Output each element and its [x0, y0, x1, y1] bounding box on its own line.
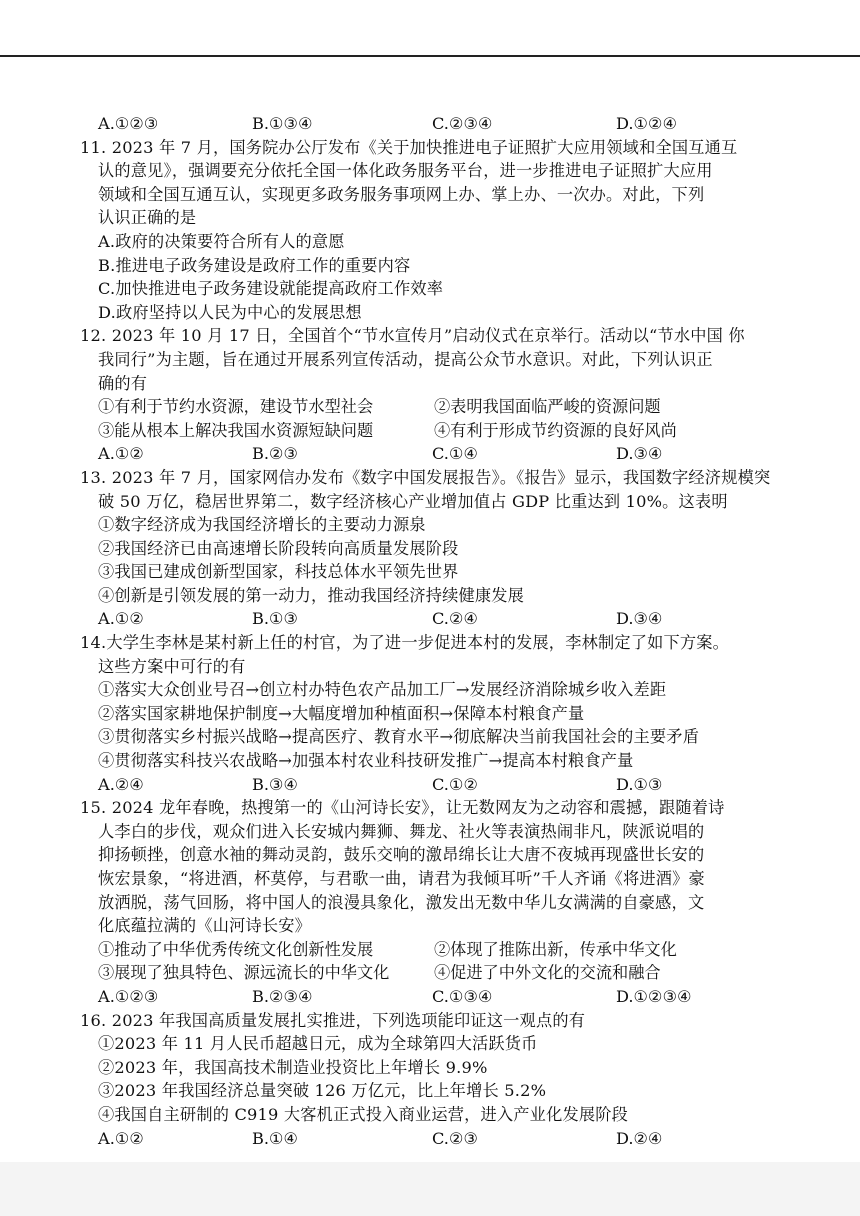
q10-option-b: B.①③④: [252, 114, 313, 133]
question-16: [80, 1009, 788, 1151]
q14-option-a: A.②④: [98, 774, 144, 794]
q13-item-3: ③我国已建成创新型国家，科技总体水平领先世界: [98, 562, 459, 582]
q11-stem-line: 认的意见》，强调要充分依托全国一体化政务服务平台，进一步推进电子证照扩大应用: [98, 161, 713, 181]
q13-item-4: ④创新是引领发展的第一动力，推动我国经济持续健康发展: [98, 585, 525, 605]
q11-choice-b: B.推进电子政务建设是政府工作的重要内容: [98, 255, 411, 275]
q13-stem-line: 13. 2023 年 7 月，国家网信办发布《数字中国发展报告》。《报告》显示，我国数字经济规模突: [80, 467, 771, 487]
q14-item-1: ①落实大众创业号召→创立村办特色农产品加工厂→发展经济消除城乡收入差距: [98, 680, 667, 700]
exam-page: [80, 112, 788, 1150]
q12-option-d: D.③④: [616, 444, 663, 464]
q10-option-a: A.①②③: [98, 114, 159, 133]
q13-item-2: ②我国经济已由高速增长阶段转向高质量发展阶段: [98, 538, 459, 558]
q13-option-c: C.②④: [432, 609, 478, 629]
q16-item-3: ③2023 年我国经济总量突破 126 万亿元，比上年增长 5.2%: [98, 1081, 547, 1101]
q12-options: [98, 442, 788, 466]
q15-stem-line: 恢宏景象，“将进酒，杯莫停，与君歌一曲，请君为我倾耳听”千人齐诵《将进酒》豪: [98, 869, 705, 888]
question-12: [80, 324, 788, 466]
q14-item-2: ②落实国家耕地保护制度→大幅度增加种植面积→保障本村粮食产量: [98, 703, 585, 723]
q11-stem-line: 11. 2023 年 7 月，国务院办公厅发布《关于加快推进电子证照扩大应用领域和全国互通互: [80, 137, 738, 157]
q12-stem-line: 我同行”为主题，旨在通过开展系列宣传活动，提高公众节水意识。对此，下列认识正: [98, 349, 713, 369]
q15-items-row: [98, 938, 788, 962]
q12-option-b: B.②③: [252, 444, 299, 464]
q14-options: [98, 773, 788, 797]
q15-item-1: ①推动了中华优秀传统文化创新性发展: [98, 939, 374, 959]
q13-item-1: ①数字经济成为我国经济增长的主要动力源泉: [98, 515, 426, 535]
q12-stem-line: 确的有: [98, 373, 148, 393]
q15-option-b: B.②③④: [252, 986, 313, 1006]
q12-option-c: C.①④: [432, 444, 478, 464]
q14-item-3: ③贯彻落实乡村振兴战略→提高医疗、教育水平→彻底解决当前我国社会的主要矛盾: [98, 727, 700, 747]
question-15: [80, 796, 788, 1008]
q15-stem-line: 放洒脱，荡气回肠，将中国人的浪漫具象化，激发出无数中华儿女满满的自豪感，文: [98, 892, 705, 912]
q14-item-4: ④贯彻落实科技兴农战略→加强本村农业科技研发推广→提高本村粮食产量: [98, 751, 634, 771]
q13-option-d: D.③④: [616, 609, 663, 629]
q16-option-d: D.②④: [616, 1128, 663, 1148]
q16-option-a: A.①②: [98, 1128, 144, 1148]
q16-stem-line: 16. 2023 年我国高质量发展扎实推进，下列选项能印证这一观点的有: [80, 1010, 586, 1030]
q15-item-3: ③展现了独具特色、源远流长的中华文化: [98, 963, 390, 983]
q16-item-4: ④我国自主研制的 C919 大客机正式投入商业运营，进入产业化发展阶段: [98, 1104, 629, 1124]
q14-option-d: D.①③: [616, 774, 663, 794]
q14-option-c: C.①②: [432, 774, 478, 794]
q12-items-row: [98, 395, 788, 419]
q13-option-a: A.①②: [98, 609, 144, 629]
q15-stem-line: 人李白的步伐，观众们进入长安城内舞狮、舞龙、社火等表演热闹非凡，陕派说唱的: [98, 821, 705, 841]
q13-options: [98, 607, 788, 631]
q11-choice-c: C.加快推进电子政务建设就能提高政府工作效率: [98, 279, 444, 299]
q15-stem-line: 化底蕴拉满的《山河诗长安》: [98, 916, 312, 936]
q12-item-1: ①有利于节约水资源，建设节水型社会: [98, 397, 374, 417]
q12-option-a: A.①②: [98, 444, 144, 464]
q10-option-d: D.①②④: [616, 114, 678, 133]
q12-item-4: ④有利于形成节约资源的良好风尚: [434, 420, 677, 440]
q11-stem-line: 领域和全国互通互认，实现更多政务服务事项网上办、掌上办、一次办。对此，下列: [98, 184, 705, 204]
q16-option-c: C.②③: [432, 1128, 478, 1148]
q13-option-b: B.①③: [252, 609, 299, 629]
q11-choice-d: D.政府坚持以人民为中心的发展思想: [98, 302, 362, 322]
q15-item-2: ②体现了推陈出新，传承中华文化: [434, 939, 677, 959]
q11-stem-line: 认识正确的是: [98, 208, 197, 228]
q15-option-c: C.①③④: [432, 986, 493, 1006]
q15-stem-line: 15. 2024 龙年春晚，热搜第一的《山河诗长安》，让无数网友为之动容和震撼，跟随着诗: [80, 798, 725, 818]
q14-stem-line: 这些方案中可行的有: [98, 656, 246, 676]
q10-options: [98, 112, 788, 136]
q12-items-row: [98, 419, 788, 443]
question-13: [80, 466, 788, 631]
q10-option-c: C.②③④: [432, 114, 493, 133]
q15-stem-line: 抑扬顿挫，创意水袖的舞动灵韵，鼓乐交响的激昂绵长让大唐不夜城再现盛世长安的: [98, 845, 705, 865]
q12-item-2: ②表明我国面临严峻的资源问题: [434, 397, 661, 417]
q15-options: [98, 985, 788, 1009]
q15-items-row: [98, 961, 788, 985]
q15-item-4: ④促进了中外文化的交流和融合: [434, 963, 661, 983]
question-14: [80, 631, 788, 796]
q16-options: [98, 1127, 788, 1151]
q12-item-3: ③能从根本上解决我国水资源短缺问题: [98, 420, 374, 440]
top-rule: [0, 55, 860, 57]
q15-option-d: D.①②③④: [616, 986, 692, 1006]
q16-item-1: ①2023 年 11 月人民币超越日元，成为全球第四大活跃货币: [98, 1034, 538, 1054]
page-bottom-edge: [0, 1162, 860, 1216]
q16-item-2: ②2023 年，我国高技术制造业投资比上年增长 9.9%: [98, 1057, 488, 1077]
q11-choice-a: A.政府的决策要符合所有人的意愿: [98, 231, 345, 251]
q12-stem-line: 12. 2023 年 10 月 17 日，全国首个“节水宣传月”启动仪式在京举行。活动以“节水中国 你: [80, 326, 745, 346]
q15-option-a: A.①②③: [98, 986, 159, 1006]
q14-stem-line: 14.大学生李林是某村新上任的村官，为了进一步促进本村的发展，李林制定了如下方案。: [80, 633, 730, 653]
q16-option-b: B.①④: [252, 1128, 299, 1148]
q13-stem-line: 破 50 万亿，稳居世界第二，数字经济核心产业增加值占 GDP 比重达到 10%。这表明: [98, 491, 728, 511]
q14-option-b: B.③④: [252, 774, 299, 794]
question-11: [80, 136, 788, 325]
